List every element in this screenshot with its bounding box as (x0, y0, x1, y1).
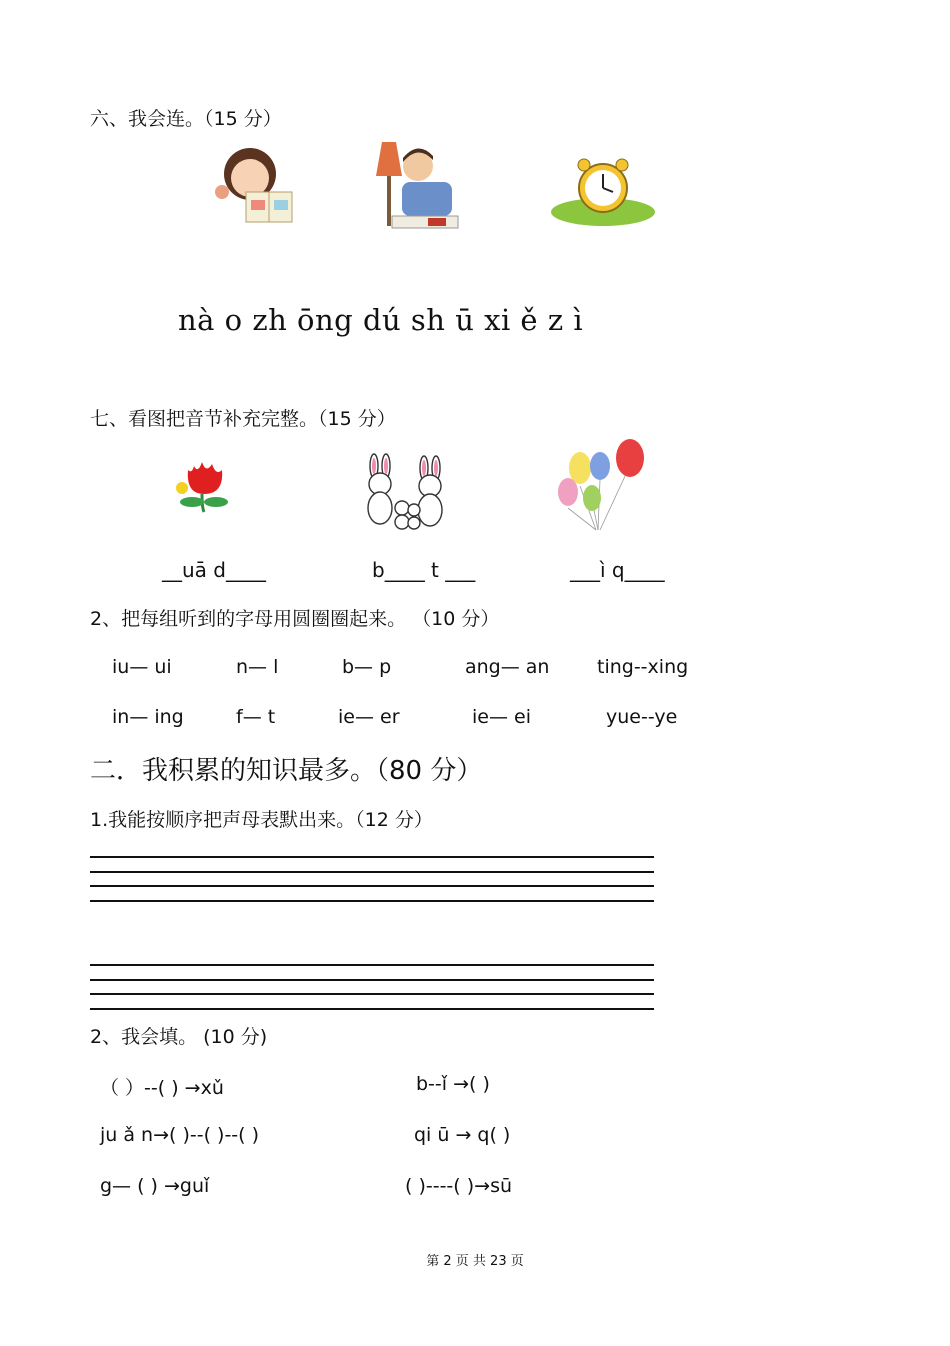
grid-line (90, 1008, 654, 1010)
fill-item: b--ǐ →( ) (416, 1073, 490, 1095)
letter-pair: ang— an (465, 656, 550, 678)
part-2-heading: 二．我积累的知识最多。（80 分） (90, 756, 483, 786)
syllable-blank-flower: __uā d____ (162, 558, 266, 582)
letter-pair: f— t (236, 706, 276, 728)
balloons-image (556, 438, 650, 534)
letter-pair: ting--xing (597, 656, 689, 678)
syllable-blank-rabbit: b____ t ___ (372, 558, 476, 582)
question-2-fill-heading: 2、我会填。 (10 分) (90, 1026, 268, 1048)
grid-line (90, 856, 654, 858)
pinyin-answer-row: nà o zh ōng dú sh ū xi ě z ì (178, 303, 584, 337)
flower-image (172, 450, 236, 514)
syllable-blank-balloon: ___ì q____ (570, 558, 665, 582)
grid-line (90, 979, 654, 981)
question-1-heading: 1.我能按顺序把声母表默出来。（12 分） (90, 809, 433, 831)
grid-line (90, 964, 654, 966)
letter-pair: yue--ye (606, 706, 678, 728)
fill-item: ju ǎ n→( )--( )--( ) (100, 1124, 260, 1146)
fill-item: qi ū → q( ) (414, 1124, 511, 1146)
question-2-heading: 2、把每组听到的字母用圆圈圈起来。 （10 分） (90, 608, 500, 630)
grid-line (90, 885, 654, 887)
letter-pair: ie— ei (472, 706, 531, 728)
section-7-heading: 七、看图把音节补充完整。（15 分） (90, 408, 396, 430)
letter-pair: b— p (342, 656, 392, 678)
page-footer: 第 2 页 共 23 页 (426, 1254, 524, 1269)
girl-reading-image (214, 142, 296, 226)
grid-line (90, 900, 654, 902)
grid-line (90, 871, 654, 873)
boy-writing-image (372, 136, 462, 236)
fill-item: g— ( ) →guǐ (100, 1175, 210, 1197)
fill-item: （ ）--( ) →xǔ (100, 1077, 224, 1099)
letter-pair: ie— er (338, 706, 400, 728)
section-6-heading: 六、我会连。（15 分） (90, 108, 282, 130)
rabbits-image (360, 452, 450, 530)
letter-pair: iu— ui (112, 656, 172, 678)
letter-pair: n— l (236, 656, 279, 678)
alarm-clock-image (550, 156, 656, 226)
letter-pair: in— ing (112, 706, 184, 728)
fill-item: ( )----( )→sū (405, 1175, 513, 1197)
grid-line (90, 993, 654, 995)
